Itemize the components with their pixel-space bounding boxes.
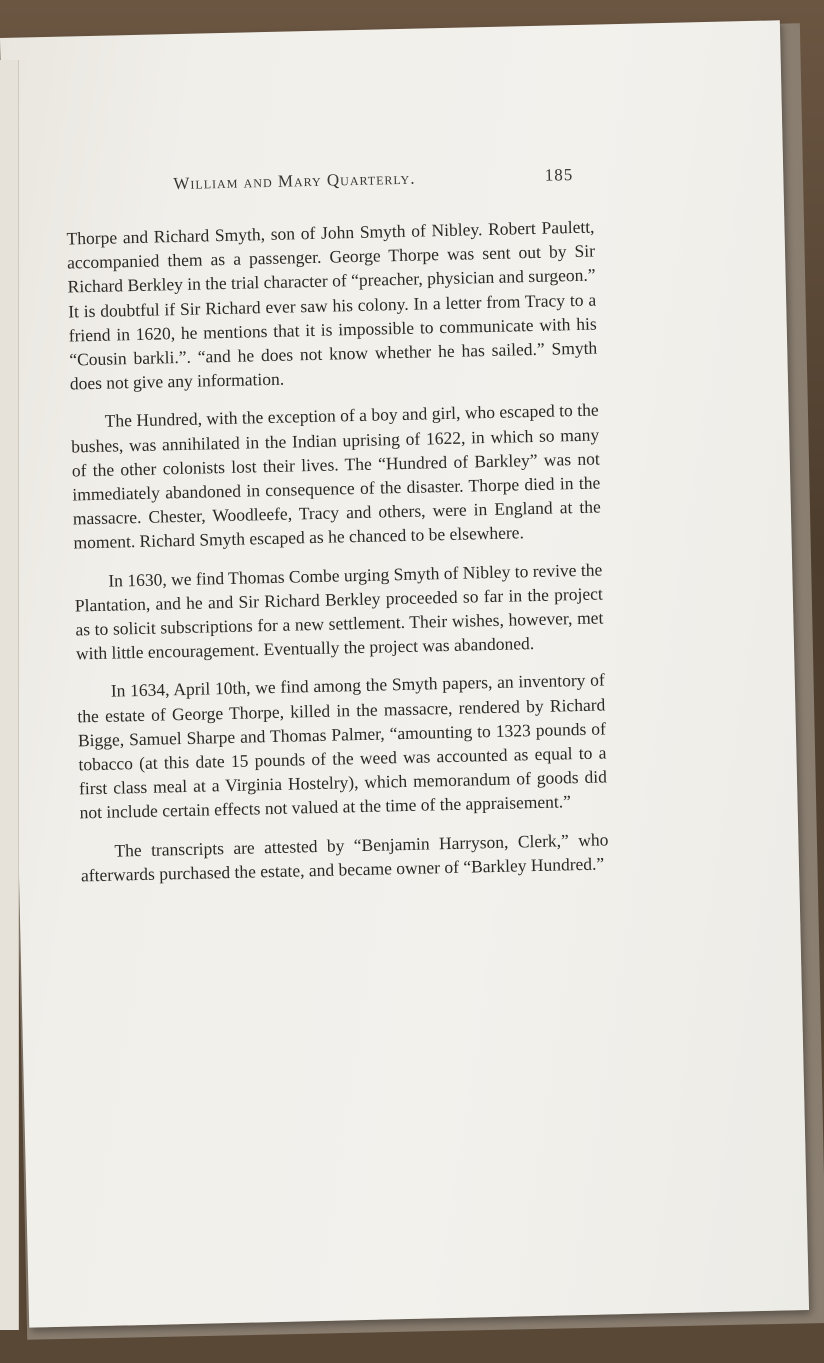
page-number: 185 xyxy=(544,165,574,185)
paragraph-transcripts: The transcripts are attested by “Benjamin Harryson, Clerk,” who afterwards purchased the estate, and became owner of “Barkley Hundred.” xyxy=(80,829,609,886)
book-page xyxy=(0,20,809,1327)
journal-title: William and Mary Quarterly. xyxy=(173,168,416,194)
body-text xyxy=(66,215,609,902)
paragraph-continuation: Thorpe and Richard Smyth, son of John Smyth of Nibley. Robert Paulett, accompanied them as a passenger. George Thorpe was sent out by Sir Richard Berkley in the trial character of “preacher, physician and surgeon.” It is doubtful if Sir Richard ever saw his colony. In a letter from Tracy to a friend in 1620, he mentions that it is impossible to communicate with his “Cousin barkli.”. “and he does not know whether he has sailed.” Smyth does not give any information. xyxy=(66,216,598,394)
paragraph-hundred-massacre: The Hundred, with the exception of a boy and girl, who escaped to the bushes, was annihilated in the Indian uprising of 1622, in which so many of the other colonists lost their lives. The “Hundred of Barkley” was not immediately abandoned in consequence of the disaster. Thorpe died in the massacre. Chester, Woodleefe, Tracy and others, were in England at the moment. Richard Smyth escaped as he chanced to be elsewhere. xyxy=(71,399,602,553)
paragraph-revival-1630: In 1630, we find Thomas Combe urging Smyth of Nibley to revive the Plantation, and he and Sir Richard Berkley proceeded so far in the project as to solicit subscriptions for a new settlement. Their wishes, however, met with little encouragement. Eventually the project was abandoned. xyxy=(74,559,604,664)
paragraph-inventory-1634: In 1634, April 10th, we find among the Smyth papers, an inventory of the estate of George Thorpe, killed in the massacre, rendered by Richard Bigge, Samuel Sharpe and Thomas Palmer, “amounting to 1323 pounds of tobacco (at this date 15 pounds of the weed was accounted as equal to a first class meal at a Virginia Hostelry), which memorandum of goods did not include certain effects not valued at the time of the appraisement.” xyxy=(77,669,608,823)
running-header xyxy=(173,165,574,204)
facing-page-edge xyxy=(0,60,19,1330)
